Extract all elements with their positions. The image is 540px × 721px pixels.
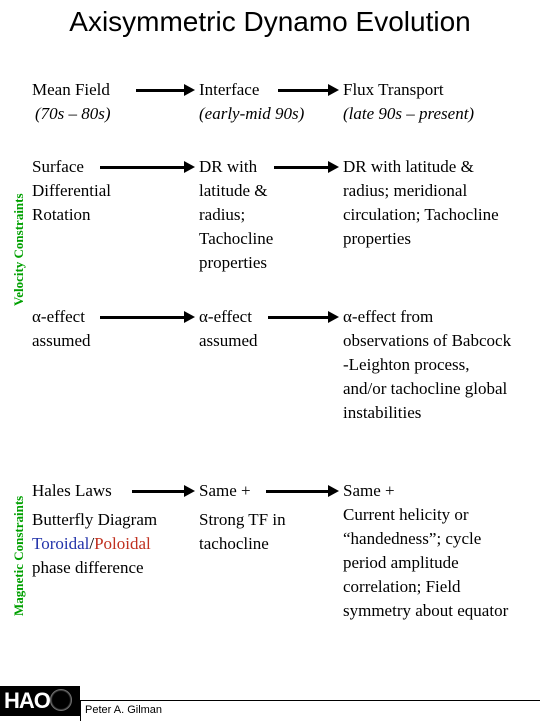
magnetic-flux-transport	[343, 479, 508, 623]
column-era: (late 90s – present)	[343, 104, 475, 123]
arrow-icon	[266, 490, 330, 493]
arrow-icon	[100, 166, 186, 169]
text-line: α-effect from	[343, 307, 434, 326]
text-line: observations of Babcock	[343, 331, 512, 350]
text-line: Strong TF in	[199, 510, 286, 529]
alpha-mean-field	[32, 305, 91, 353]
text-line: Rotation	[32, 205, 91, 224]
column-name: Flux Transport	[343, 80, 444, 99]
alpha-flux-transport	[343, 305, 511, 425]
column-era: (70s – 80s)	[35, 104, 111, 123]
text-line: phase difference	[32, 558, 144, 577]
toroidal-poloidal-line	[32, 532, 157, 556]
rotation-interface	[199, 155, 273, 275]
arrow-icon	[100, 316, 186, 319]
footer	[0, 686, 540, 720]
text-line: correlation; Field	[343, 577, 461, 596]
text-line: assumed	[32, 331, 91, 350]
text-line: Same +	[343, 481, 395, 500]
sun-icon	[50, 689, 72, 711]
arrow-icon	[278, 89, 330, 92]
text-line: radius; meridional	[343, 181, 468, 200]
text-line: -Leighton process,	[343, 355, 470, 374]
text-line: circulation; Tachocline	[343, 205, 499, 224]
text-line: properties	[199, 253, 267, 272]
magnetic-constraints-label: Magnetic Constraints	[11, 495, 26, 616]
column-header-interface	[199, 78, 304, 126]
rotation-flux-transport	[343, 155, 499, 251]
text-line: period amplitude	[343, 553, 459, 572]
arrow-icon	[132, 490, 186, 493]
hao-logo	[0, 686, 80, 716]
text-line: assumed	[199, 331, 258, 350]
magnetic-mean-field	[32, 479, 157, 580]
alpha-interface	[199, 305, 258, 353]
slash-text: /	[89, 534, 95, 553]
text-line: Differential	[32, 181, 111, 200]
author-name: Peter A. Gilman	[85, 704, 163, 716]
text-line: DR with latitude &	[343, 157, 474, 176]
page-title: Axisymmetric Dynamo Evolution	[69, 6, 471, 37]
text-line: radius;	[199, 205, 246, 224]
text-line: Surface	[32, 157, 84, 176]
text-line: latitude &	[199, 181, 268, 200]
toroidal-text: Toroidal	[32, 534, 90, 553]
arrow-icon	[274, 166, 330, 169]
text-line: symmetry about equator	[343, 601, 509, 620]
arrow-icon	[268, 316, 330, 319]
text-line: instabilities	[343, 403, 422, 422]
velocity-constraints-label: Velocity Constraints	[11, 193, 26, 306]
text-line: properties	[343, 229, 411, 248]
text-line: Same +	[199, 481, 251, 500]
text-line: DR with	[199, 157, 258, 176]
text-line: α-effect	[32, 307, 85, 326]
poloidal-text: Poloidal	[94, 534, 151, 553]
column-header-flux-transport	[343, 78, 474, 126]
text-line: Tachocline	[199, 229, 274, 248]
column-name: Interface	[199, 80, 260, 99]
column-header-mean-field	[32, 78, 111, 126]
column-era: (early-mid 90s)	[199, 104, 305, 123]
arrow-icon	[136, 89, 186, 92]
text-line: Current helicity or	[343, 505, 469, 524]
text-line: and/or tachocline global	[343, 379, 508, 398]
text-line: α-effect	[199, 307, 252, 326]
column-name: Mean Field	[32, 80, 110, 99]
text-line: Hales Laws	[32, 481, 112, 500]
text-line: tachocline	[199, 534, 269, 553]
hao-logo-text: HAO	[4, 688, 50, 713]
text-line: Butterfly Diagram	[32, 510, 158, 529]
text-line: “handedness”; cycle	[343, 529, 482, 548]
